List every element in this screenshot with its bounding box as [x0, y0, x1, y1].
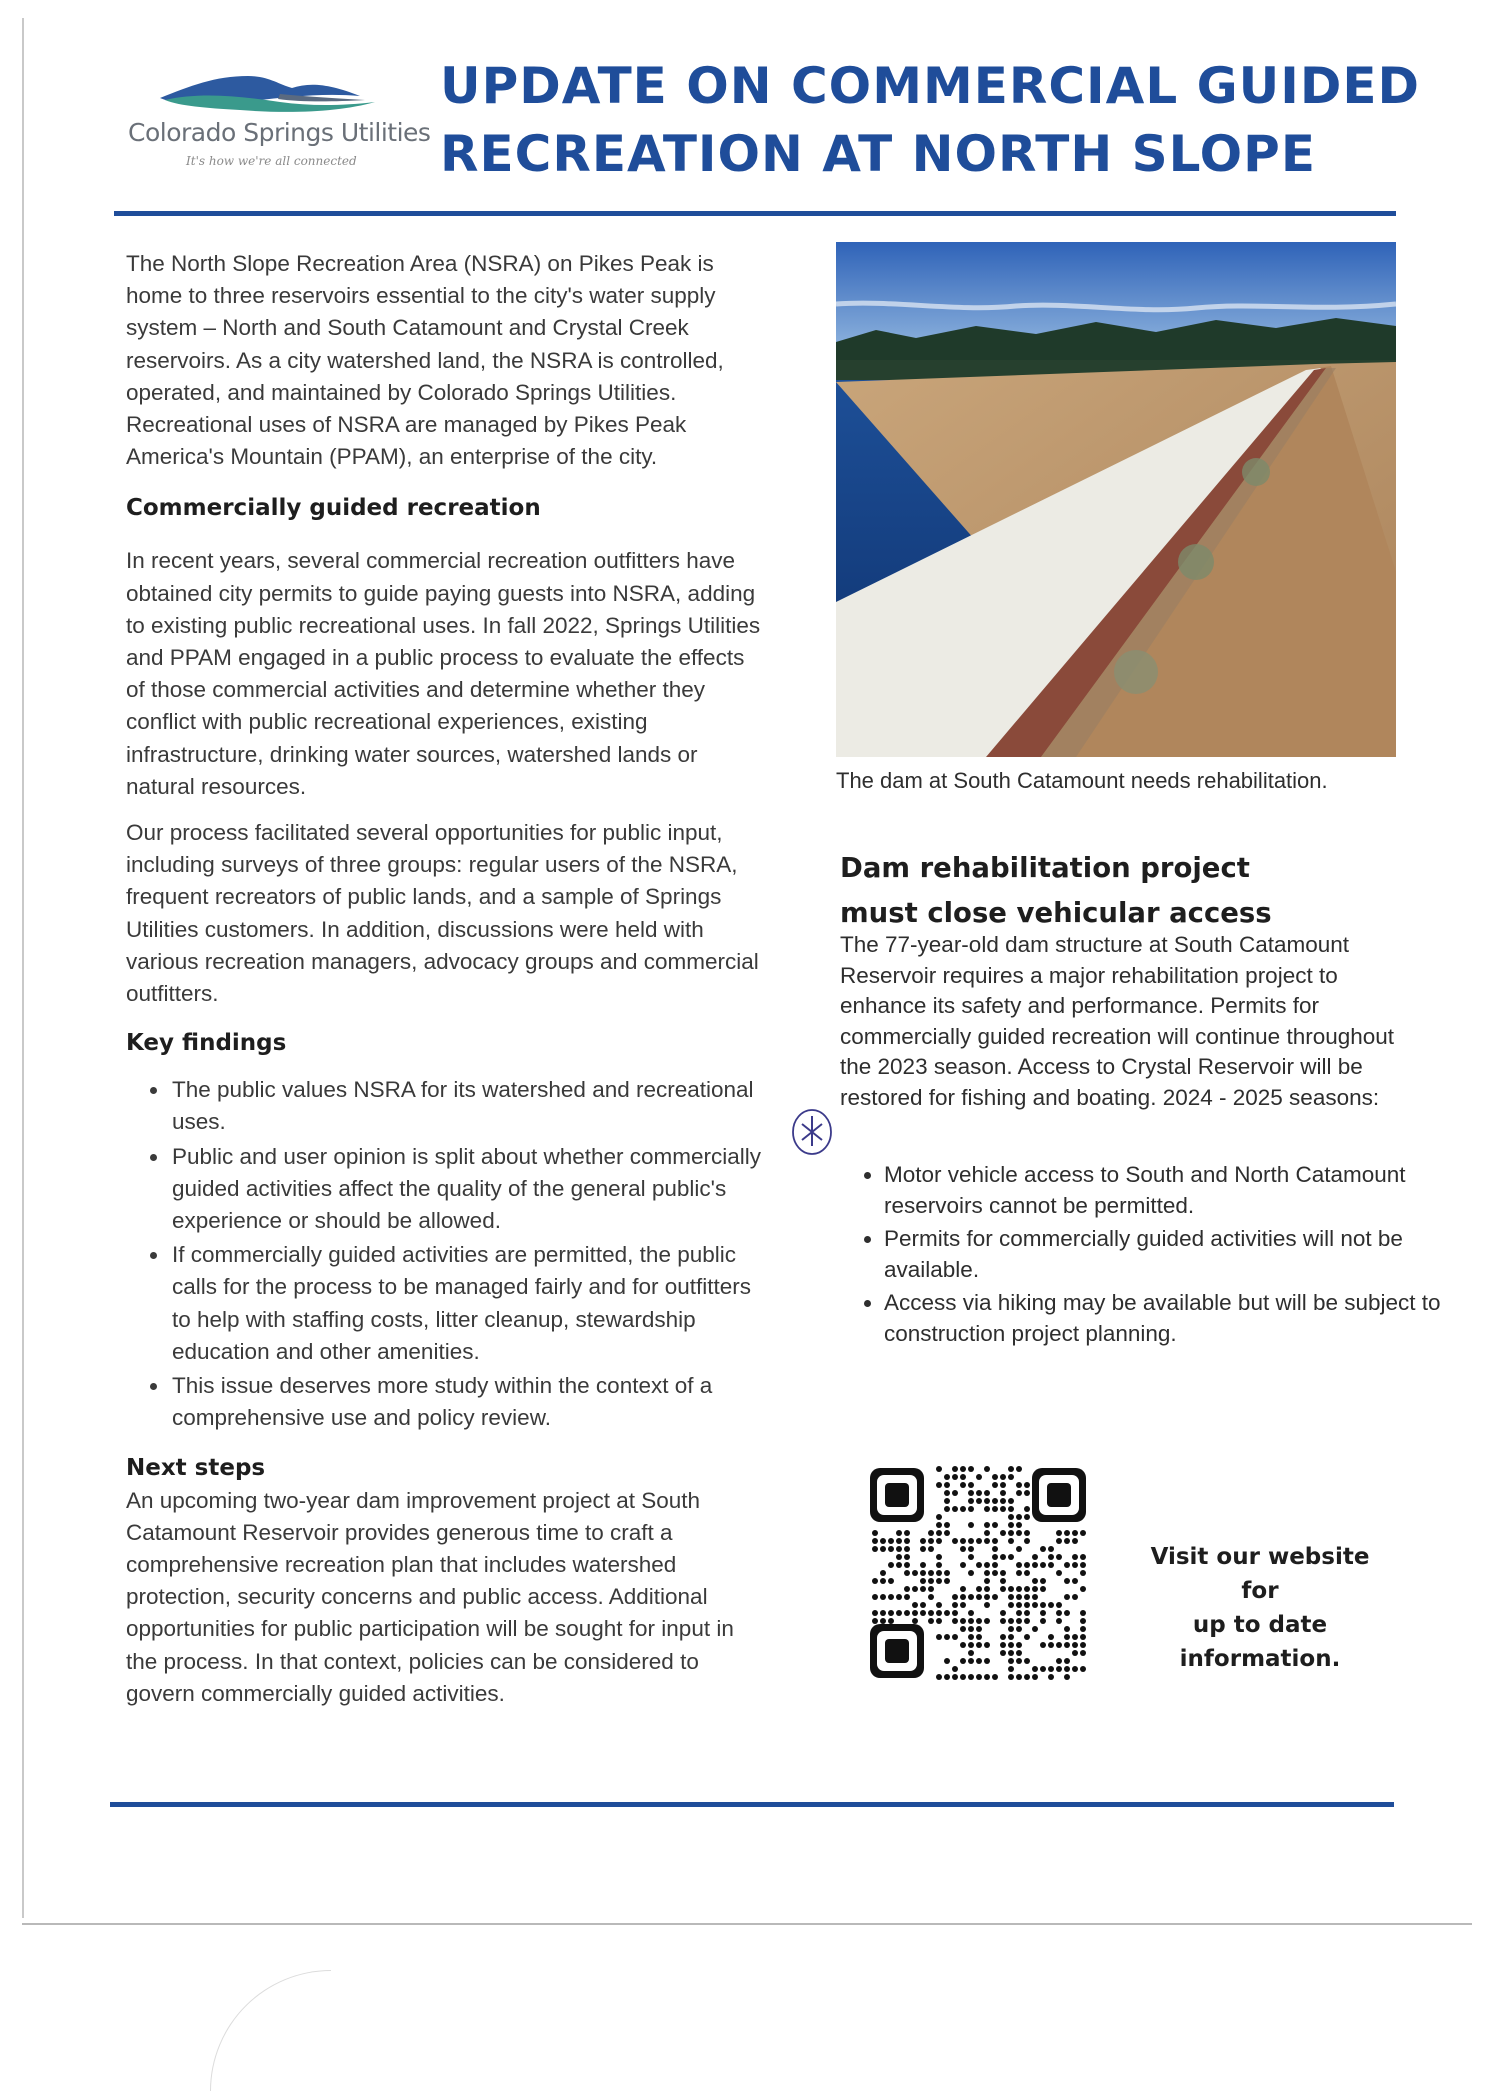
key-findings-list: [126, 1074, 766, 1434]
dam-heading-line: must close vehicular access: [840, 897, 1272, 929]
visit-line: for: [1241, 1578, 1279, 1604]
paragraph: An upcoming two-year dam improvement project at South Catamount Reservoir provides generous time to craft a comprehensive recreation plan that includes watershed protection, security concerns and public access. Additional opportunities for public participation will be sought for input in the process. In that context, policies can be considered to govern commercially guided activities.: [126, 1487, 734, 1706]
dam-photo: [836, 242, 1396, 757]
footer-divider: [110, 1802, 1394, 1807]
visit-line: up to date: [1192, 1612, 1328, 1638]
dam-heading-line: Dam rehabilitation project: [840, 852, 1250, 884]
scan-artifact: [210, 1970, 331, 2091]
dam-photo-illustration: [836, 242, 1396, 757]
list-item: • This issue deserves more study within the context of a comprehensive use and policy review.: [170, 1370, 766, 1434]
page-title: UPDATE ON COMMERCIAL GUIDED RECREATION AT NORTH SLOPE: [440, 57, 1421, 183]
dam-heading: [840, 846, 1400, 936]
header-divider: [114, 211, 1396, 216]
visit-line: information.: [1179, 1646, 1341, 1672]
logo-tagline: It's how we're all connected: [186, 154, 357, 168]
logo-name: Colorado Springs Utilities: [128, 118, 431, 147]
qr-code[interactable]: [870, 1464, 1086, 1680]
key-findings-heading: Key findings: [126, 1030, 287, 1057]
list-item: • The public values NSRA for its watershed and recreational uses.: [170, 1074, 766, 1138]
mountain-logo-icon: [160, 62, 380, 122]
photo-caption: The dam at South Catamount needs rehabilitation.: [836, 768, 1328, 793]
list-item: • Public and user opinion is split about whether commercially guided activities affect the quality of the general public's experience or should be allowed.: [170, 1141, 766, 1238]
list-item: • Motor vehicle access to South and North Catamount reservoirs cannot be permitted.: [884, 1160, 1444, 1221]
list-item: • Permits for commercially guided activities will not be available.: [884, 1224, 1444, 1285]
section-heading: Commercially guided recreation: [126, 495, 541, 522]
next-steps-heading: Next steps: [126, 1454, 266, 1481]
list-item: • If commercially guided activities are permitted, the public calls for the process to be managed fairly and for outfitters to help with staffing costs, litter cleanup, stewardship education and other amenities.: [170, 1239, 766, 1368]
scan-edge: [22, 18, 24, 1918]
paragraph: Our process facilitated several opportunities for public input, including surveys of three groups: regular users of the NSRA, frequent recreators of public lands, and a sample of Springs Utilities customers. In addition, discussions were held with various recreation managers, advocacy groups and commercial outfitters.: [126, 820, 759, 1007]
dam-paragraph: The 77-year-old dam structure at South Catamount Reservoir requires a major rehabilitation project to enhance its safety and performance. Permits for commercially guided recreation will continue throughout the 2023 season. Access to Crystal Reservoir will be restored for fishing and boating. 2024 - 2025 seasons:: [840, 932, 1395, 1110]
visit-line: Visit our website: [1150, 1544, 1370, 1570]
handwritten-asterisk-icon: [790, 1106, 834, 1158]
dam-bullet-list: [840, 1160, 1444, 1352]
scan-edge: [22, 1923, 1472, 1925]
logo: [128, 62, 431, 182]
left-column: [126, 248, 766, 1710]
paragraph: In recent years, several commercial recreation outfitters have obtained city permits to guide paying guests into NSRA, adding to existing public recreational uses. In fall 2022, Springs Utilities and PPAM engaged in a public process to evaluate the effects of those commercial activities and determine whether they conflict with public recreational experiences, existing infrastructure, drinking water sources, watershed lands or natural resources.: [126, 548, 761, 799]
intro-paragraph: The North Slope Recreation Area (NSRA) on Pikes Peak is home to three reservoirs essential to the city's water supply system – North and South Catamount and Crystal Creek reservoirs. As a city watershed land, the NSRA is controlled, operated, and maintained by Colorado Springs Utilities. Recreational uses of NSRA are managed by Pikes Peak America's Mountain (PPAM), an enterprise of the city.: [126, 251, 724, 470]
visit-website-text: [1140, 1540, 1380, 1676]
list-item: • Access via hiking may be available but will be subject to construction project planning.: [884, 1288, 1444, 1349]
